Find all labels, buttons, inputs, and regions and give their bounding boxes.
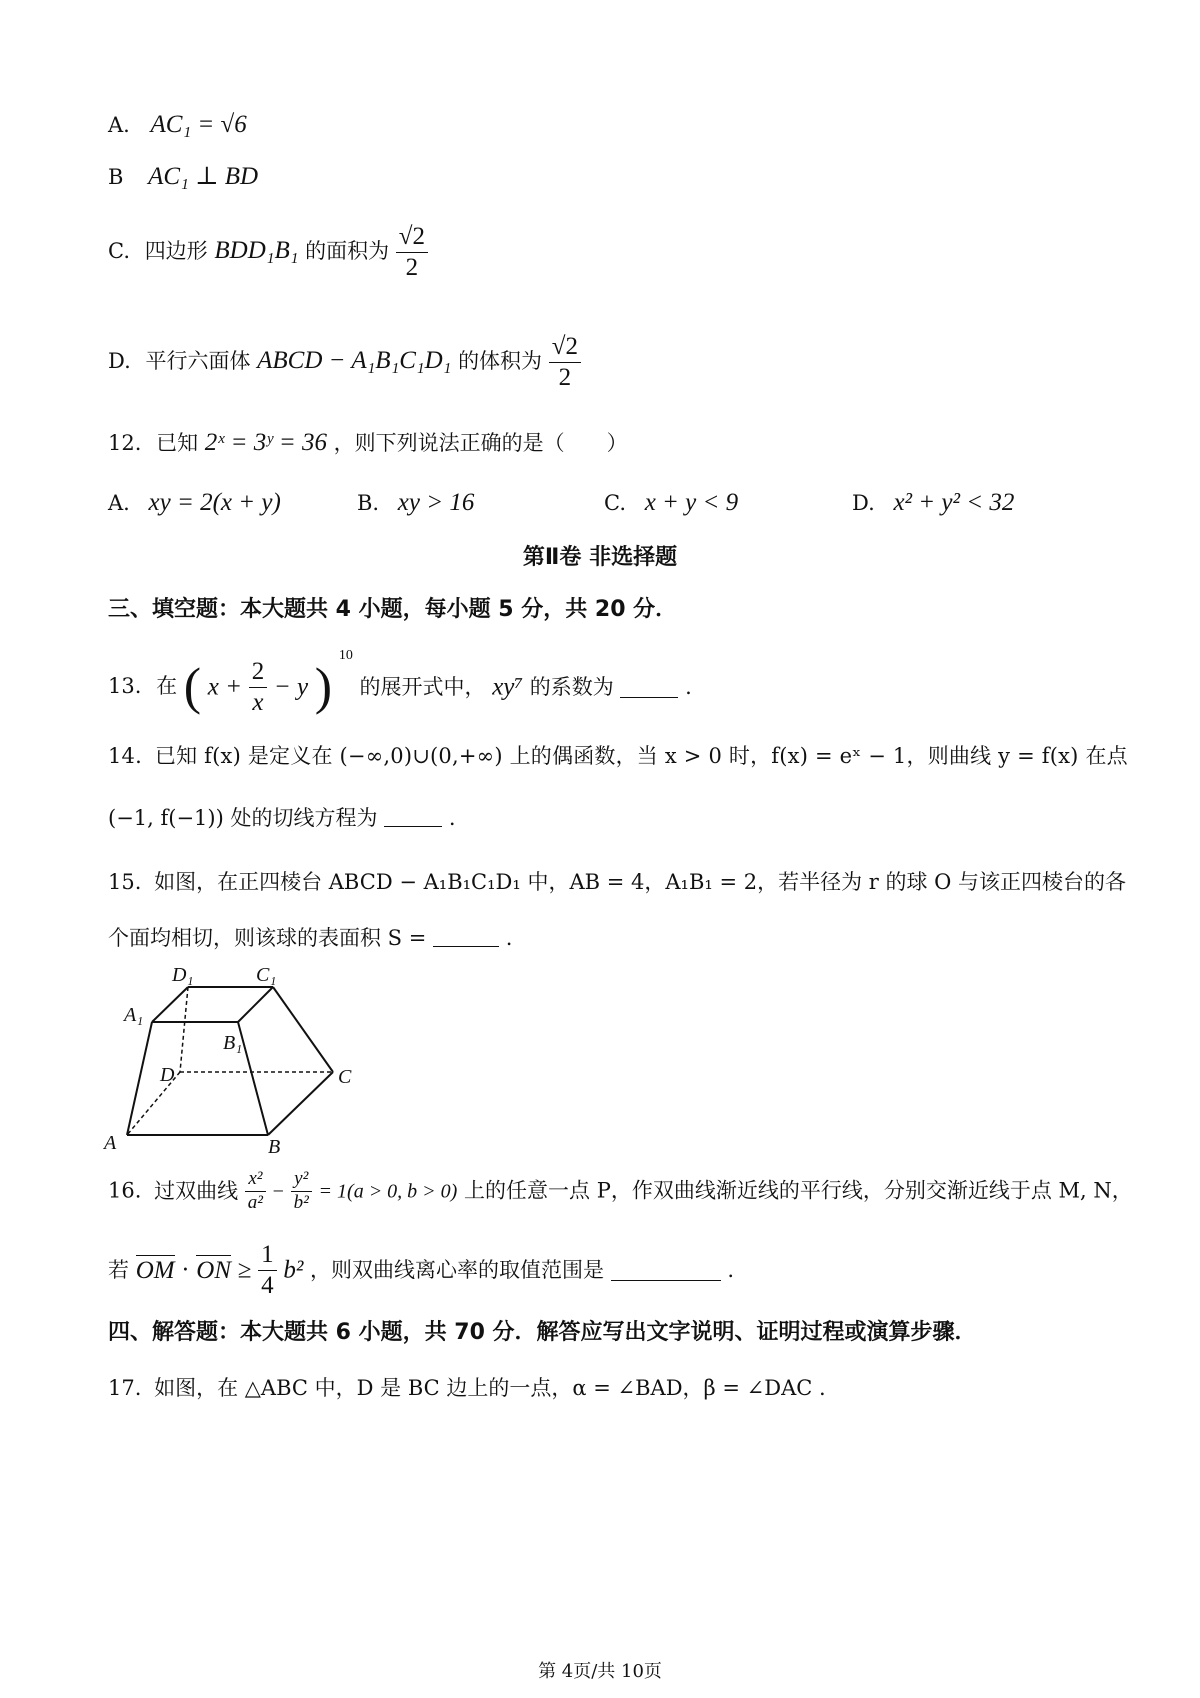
q14-line2 (108, 806, 456, 831)
period: . (448, 806, 456, 830)
question-text: 如图，在 △ABC 中，D 是 BC 边上的一点，α = ∠BAD，β = ∠DAC . (154, 1376, 826, 1400)
question-text: 在 (156, 674, 178, 698)
option-expr: x + y < 9 (644, 489, 739, 516)
numerator: √2 (549, 332, 581, 363)
option-expr: BDD₁B₁ (214, 237, 299, 264)
question-number: 12. (108, 431, 142, 455)
q12-option-c (604, 488, 738, 518)
question-text: 个面均相切，则该球的表面积 S = (108, 926, 427, 950)
option-expr: ABCD − A₁B₁C₁D₁ (257, 347, 452, 374)
numerator: x² (245, 1168, 266, 1192)
option-expr: xy = 2(x + y) (148, 489, 281, 516)
option-expr: x² + y² < 32 (893, 489, 1015, 516)
fraction (549, 332, 581, 393)
edge-bc (268, 1072, 333, 1135)
option-label: D. (108, 349, 131, 373)
question-expr: 2ˣ = 3ʸ = 36 (204, 429, 327, 456)
question-number: 14. (108, 744, 142, 768)
ge-sign: ≥ (237, 1256, 252, 1284)
section4-title: 四、解答题：本大题共 6 小题，共 70 分．解答应写出文字说明、证明过程或演算步骤． (108, 1320, 977, 1345)
edge-b1c1 (238, 987, 273, 1022)
section3-title: 三、填空题：本大题共 4 小题，每小题 5 分，共 20 分． (108, 597, 678, 622)
numerator: 1 (258, 1240, 277, 1271)
question-expr: = 1(a > 0, b > 0) (318, 1180, 458, 1203)
q15-line1 (108, 870, 1126, 895)
option-label: B. (357, 491, 380, 515)
question-text: 上的任意一点 P，作双曲线渐近线的平行线，分别交渐近线于点 M, N， (464, 1178, 1133, 1203)
period: . (505, 926, 513, 950)
vector-on: ON (196, 1256, 232, 1284)
period: . (685, 674, 692, 699)
label-c: C (338, 1066, 352, 1088)
option-text: 的体积为 (458, 349, 543, 373)
fraction-x2-a2 (245, 1168, 266, 1215)
option-label: A. (108, 113, 130, 137)
numerator: y² (291, 1168, 312, 1192)
question-text: 已知 (156, 431, 199, 455)
question-text: 如图，在正四棱台 ABCD − A₁B₁C₁D₁ 中，AB = 4，A₁B₁ = 2，若半径为 r 的球 O 与该正四棱台的各 (154, 870, 1127, 894)
fraction (396, 222, 428, 283)
option-label: C. (604, 491, 626, 515)
frustum-figure (100, 955, 380, 1155)
option-expr: xy > 16 (397, 489, 475, 516)
q11-option-c (108, 222, 428, 283)
edge-b1b (238, 1022, 268, 1135)
edge-a1a (127, 1022, 152, 1135)
question-text: 的展开式中， (359, 674, 486, 699)
label-d1: D₁ (172, 964, 194, 986)
denominator: x (252, 689, 264, 716)
period: . (727, 1257, 735, 1282)
denominator: b² (293, 1191, 309, 1213)
question-expr: xy⁷ (492, 673, 524, 701)
option-label: D. (852, 491, 875, 515)
exponent: 10 (338, 648, 353, 663)
question-number: 15. (108, 870, 142, 894)
question-number: 13. (108, 674, 142, 698)
edge-c1c (273, 987, 333, 1072)
question-expr: b² (283, 1256, 304, 1284)
denominator: 2 (405, 254, 419, 281)
page-footer: 第 4页/共 10页 (538, 1661, 662, 1682)
option-expr: AC₁ ⊥ BD (148, 163, 259, 190)
question-text: 的系数为 (529, 674, 614, 699)
numerator: √2 (396, 222, 428, 253)
denominator: 2 (558, 364, 572, 391)
label-b1: B₁ (223, 1032, 243, 1054)
q15-line2 (108, 926, 512, 951)
dot-operator: · (181, 1256, 190, 1284)
fraction-one-quarter (258, 1240, 277, 1301)
q11-option-d (108, 332, 581, 393)
label-c1: C₁ (256, 964, 277, 986)
q16-line2 (108, 1240, 734, 1301)
label-d: D (160, 1064, 175, 1086)
q11-option-b (108, 162, 258, 192)
option-expr: AC₁ = √6 (150, 111, 247, 138)
label-b: B (268, 1136, 281, 1155)
minus-sign: − (272, 1180, 284, 1203)
answer-blank (433, 926, 499, 947)
q12-option-b (357, 488, 474, 518)
numerator: 2 (249, 657, 268, 688)
option-label: C. (108, 239, 130, 263)
question-text: ，则下列说法正确的是（ ） (333, 431, 628, 455)
q16-line1 (108, 1168, 1133, 1215)
q12-option-a (108, 488, 281, 518)
option-text: 平行六面体 (145, 349, 251, 373)
label-a1: A₁ (124, 1004, 144, 1026)
question-text: (−1, f(−1)) 处的切线方程为 (108, 806, 378, 830)
option-text: 四边形 (144, 239, 208, 263)
option-text: 的面积为 (305, 239, 390, 263)
option-label: B (108, 165, 124, 189)
question-text: 已知 f(x) 是定义在 (−∞,0)∪(0,+∞) 上的偶函数，当 x > 0 时，f(x) = eˣ − 1，则曲线 y = f(x) 在点 (154, 744, 1128, 768)
denominator: a² (247, 1191, 263, 1213)
fraction (249, 657, 268, 718)
q12-option-d (852, 488, 1014, 518)
edge-d1d-hidden (180, 987, 188, 1072)
q11-option-a (108, 110, 247, 140)
vector-om: OM (135, 1256, 175, 1284)
answer-blank (384, 806, 442, 827)
part2-title: 第Ⅱ卷 非选择题 (522, 545, 678, 570)
question-number: 16. (108, 1178, 142, 1203)
fraction-y2-b2 (291, 1168, 312, 1215)
question-number: 17. (108, 1376, 142, 1400)
question-text: 若 (108, 1257, 129, 1282)
answer-blank (611, 1260, 721, 1281)
q13: 13. 在 ( x + $\frac{2}{x}$ − y ) $^{10}$ 的展开式中， xy⁷ 的系数为 . (108, 648, 692, 716)
q17 (108, 1376, 826, 1401)
question-text: ，则双曲线离心率的取值范围是 (310, 1257, 604, 1282)
q14-line1 (108, 744, 1128, 769)
q12-stem (108, 428, 628, 458)
denominator: 4 (261, 1272, 274, 1299)
label-a: A (104, 1132, 117, 1154)
edge-d1a1 (152, 987, 188, 1022)
answer-blank (620, 677, 678, 698)
option-label: A. (108, 491, 130, 515)
question-text: 过双曲线 (154, 1178, 239, 1203)
